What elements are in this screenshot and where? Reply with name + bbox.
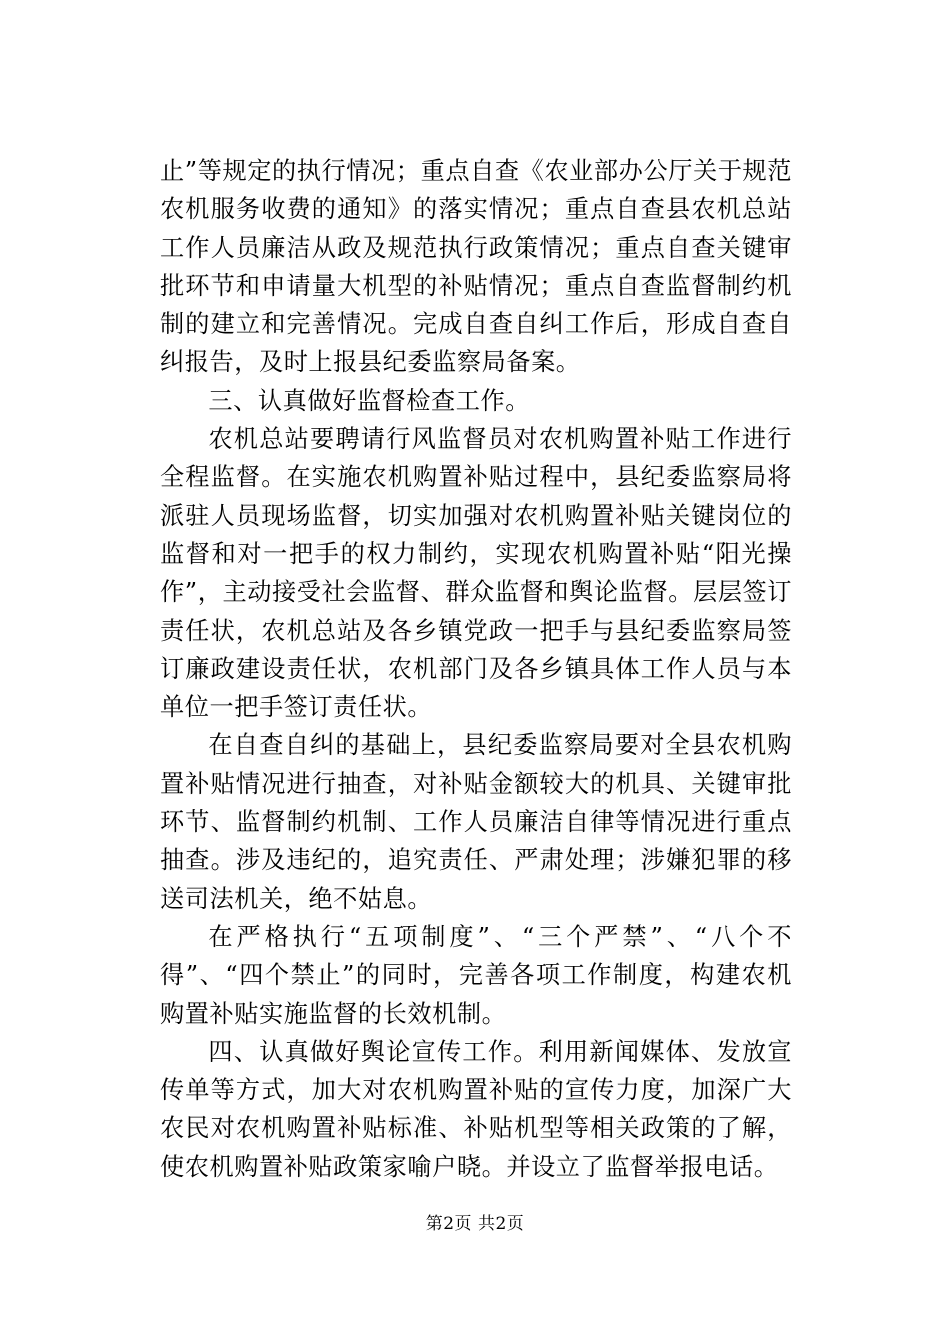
document-body [160, 152, 792, 1186]
section-heading-3: 三、认真做好监督检查工作。 [208, 386, 530, 415]
paragraph-5: 在严格执行“五项制度”、“三个严禁”、“八个不得”、“四个禁止”的同时，完善各项工作制度，构建农机购置补贴实施监督的长效机制。 [160, 922, 792, 1028]
paragraph-3: 农机总站要聘请行风监督员对农机购置补贴工作进行全程监督。在实施农机购置补贴过程中，县纪委监察局将派驻人员现场监督，切实加强对农机购置补贴关键岗位的监督和对一把手的权力制约，实现农机购置补贴“阳光操作”，主动接受社会监督、群众监督和舆论监督。层层签订责任状，农机总站及各乡镇党政一把手与县纪委监察局签订廉政建设责任状，农机部门及各乡镇具体工作人员与本单位一把手签订责任状。 [160, 425, 792, 722]
paragraph-1: 止”等规定的执行情况；重点自查《农业部办公厅关于规范农机服务收费的通知》的落实情况；重点自查县农机总站工作人员廉洁从政及规范执行政策情况；重点自查关键审批环节和申请量大机型的补贴情况；重点自查监督制约机制的建立和完善情况。完成自查自纠工作后，形成自查自纠报告，及时上报县纪委监察局备案。 [160, 157, 792, 377]
page-number-footer: 第2页 共2页 [425, 1214, 525, 1234]
paragraph-4: 在自查自纠的基础上，县纪委监察局要对全县农机购置补贴情况进行抽查，对补贴金额较大的机具、关键审批环节、监督制约机制、工作人员廉洁自律等情况进行重点抽查。涉及违纪的，追究责任、严肃处理；涉嫌犯罪的移送司法机关，绝不姑息。 [160, 731, 792, 913]
paragraph-6: 四、认真做好舆论宣传工作。利用新闻媒体、发放宣传单等方式，加大对农机购置补贴的宣传力度，加深广大农民对农机购置补贴标准、补贴机型等相关政策的了解，使农机购置补贴政策家喻户晓。并设立了监督举报电话。 [160, 1037, 792, 1181]
